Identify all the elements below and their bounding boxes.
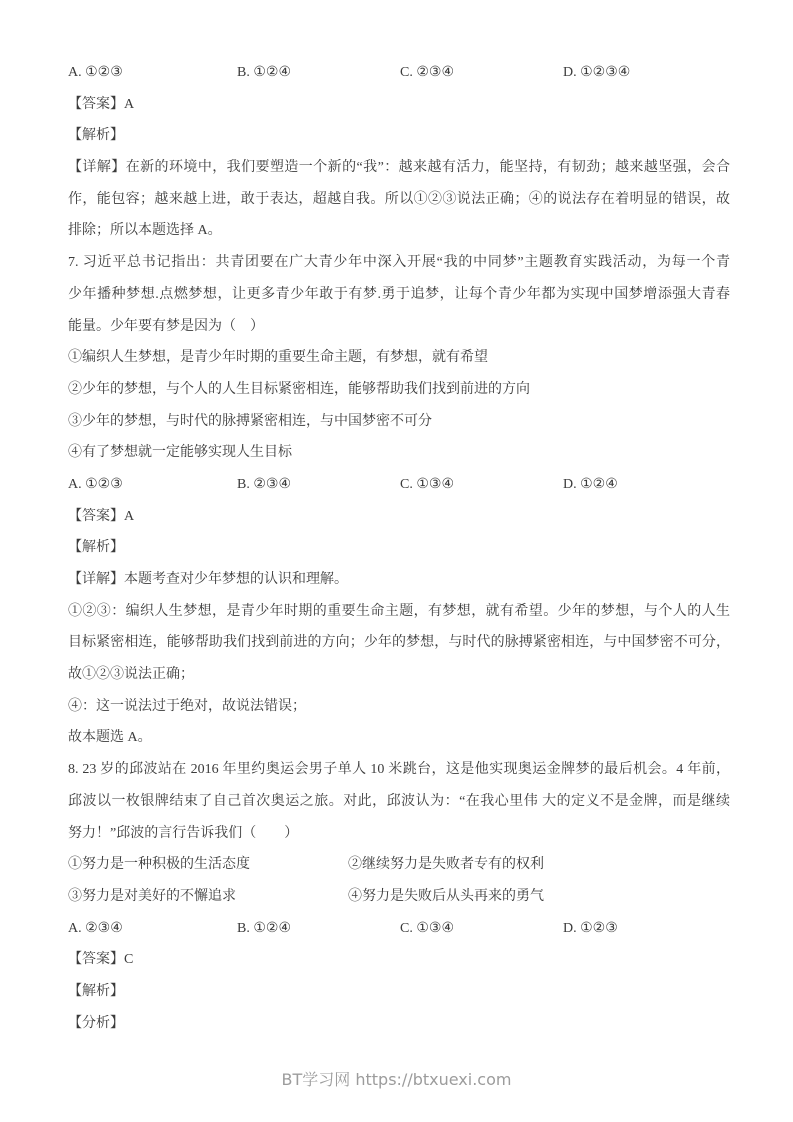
sub-options-row bbox=[68, 849, 730, 881]
choice-option: D. ①②③④ bbox=[563, 65, 631, 80]
text-line: 【分析】 bbox=[68, 1015, 124, 1031]
text-line: ④有了梦想就一定能够实现人生目标 bbox=[68, 445, 292, 461]
sub-option: ②继续努力是失败者专有的权利 bbox=[348, 857, 544, 873]
choice-option: A. ①②③ bbox=[68, 476, 123, 492]
text-line: ①编织人生梦想，是青少年时期的重要生命主题，有梦想，就有希望 bbox=[68, 350, 488, 366]
text-line: 努力！”邱波的言行告诉我们（ ） bbox=[68, 825, 299, 841]
choice-option: C. ②③④ bbox=[400, 65, 454, 80]
choice-option: A. ①②③ bbox=[68, 65, 123, 80]
sub-option: ①努力是一种积极的生活态度 bbox=[68, 857, 250, 873]
text-line: 故①②③说法正确； bbox=[68, 667, 194, 683]
text-line: 能量。少年要有梦是因为（ ） bbox=[68, 318, 264, 334]
text-line: 【解析】 bbox=[68, 540, 124, 556]
text-line: 排除；所以本题选择 A。 bbox=[68, 223, 222, 239]
text-line: 目标紧密相连，能够帮助我们找到前进的方向；少年的梦想，与时代的脉搏紧密相连，与中国梦密不可分， bbox=[68, 635, 730, 651]
site-watermark: BT学习网 https://btxuexi.com bbox=[281, 1070, 512, 1089]
document-body bbox=[68, 57, 730, 1039]
text-line: ③少年的梦想，与时代的脉搏紧密相连，与中国梦密不可分 bbox=[68, 413, 432, 429]
text-line: 【详解】本题考查对少年梦想的认识和理解。 bbox=[68, 572, 348, 587]
choice-option: A. ②③④ bbox=[68, 920, 123, 936]
text-line: 【解析】 bbox=[68, 128, 124, 144]
text-line: 【答案】A bbox=[68, 96, 135, 112]
text-line: 7. 习近平总书记指出：共青团要在广大青少年中深入开展“我的中同梦”主题教育实践活动，为每一个青 bbox=[68, 255, 730, 271]
text-line: 作，能包容；越来越上进，敢于表达，超越自我。所以①②③说法正确；④的说法存在着明显的错误，故 bbox=[68, 191, 730, 207]
sub-option: ③努力是对美好的不懈追求 bbox=[68, 888, 236, 904]
choice-option: B. ②③④ bbox=[237, 476, 291, 492]
text-line: 少年播种梦想.点燃梦想，让更多青少年敢于有梦.勇于追梦，让每个青少年都为实现中国梦增添强大青春 bbox=[68, 286, 730, 302]
text-line: 【解析】 bbox=[68, 983, 124, 999]
choice-option: B. ①②④ bbox=[237, 920, 291, 936]
text-line: 8. 23 岁的邱波站在 2016 年里约奥运会男子单人 10 米跳台，这是他实现奥运金牌梦的最后机会。4 年前， bbox=[68, 762, 730, 778]
choice-option: D. ①②④ bbox=[563, 476, 618, 492]
answer-choices-row bbox=[68, 913, 730, 945]
text-line: 【详解】在新的环境中，我们要塑造一个新的“我”：越来越有活力，能坚持，有韧劲；越来越坚强，会合 bbox=[68, 160, 730, 176]
text-line: ④：这一说法过于绝对，故说法错误； bbox=[68, 698, 306, 714]
sub-option: ④努力是失败后从头再来的勇气 bbox=[348, 888, 544, 904]
text-line: 【答案】C bbox=[68, 952, 134, 968]
choice-option: C. ①③④ bbox=[400, 476, 454, 492]
text-line: ②少年的梦想，与个人的人生目标紧密相连，能够帮助我们找到前进的方向 bbox=[68, 381, 530, 397]
answer-choices-row bbox=[68, 57, 730, 89]
choice-option: C. ①③④ bbox=[400, 920, 454, 936]
text-line: 【答案】A bbox=[68, 508, 135, 524]
choice-option: B. ①②④ bbox=[237, 65, 291, 80]
text-line: 故本题选 A。 bbox=[68, 730, 152, 746]
answer-choices-row bbox=[68, 469, 730, 501]
text-line: ①②③：编织人生梦想，是青少年时期的重要生命主题，有梦想，就有希望。少年的梦想，与个人的人生 bbox=[68, 603, 730, 619]
choice-option: D. ①②③ bbox=[563, 920, 618, 936]
text-line: 邱波以一枚银牌结束了自己首次奥运之旅。对此，邱波认为：“在我心里伟 大的定义不是金牌，而是继续 bbox=[68, 793, 730, 809]
sub-options-row bbox=[68, 881, 730, 913]
